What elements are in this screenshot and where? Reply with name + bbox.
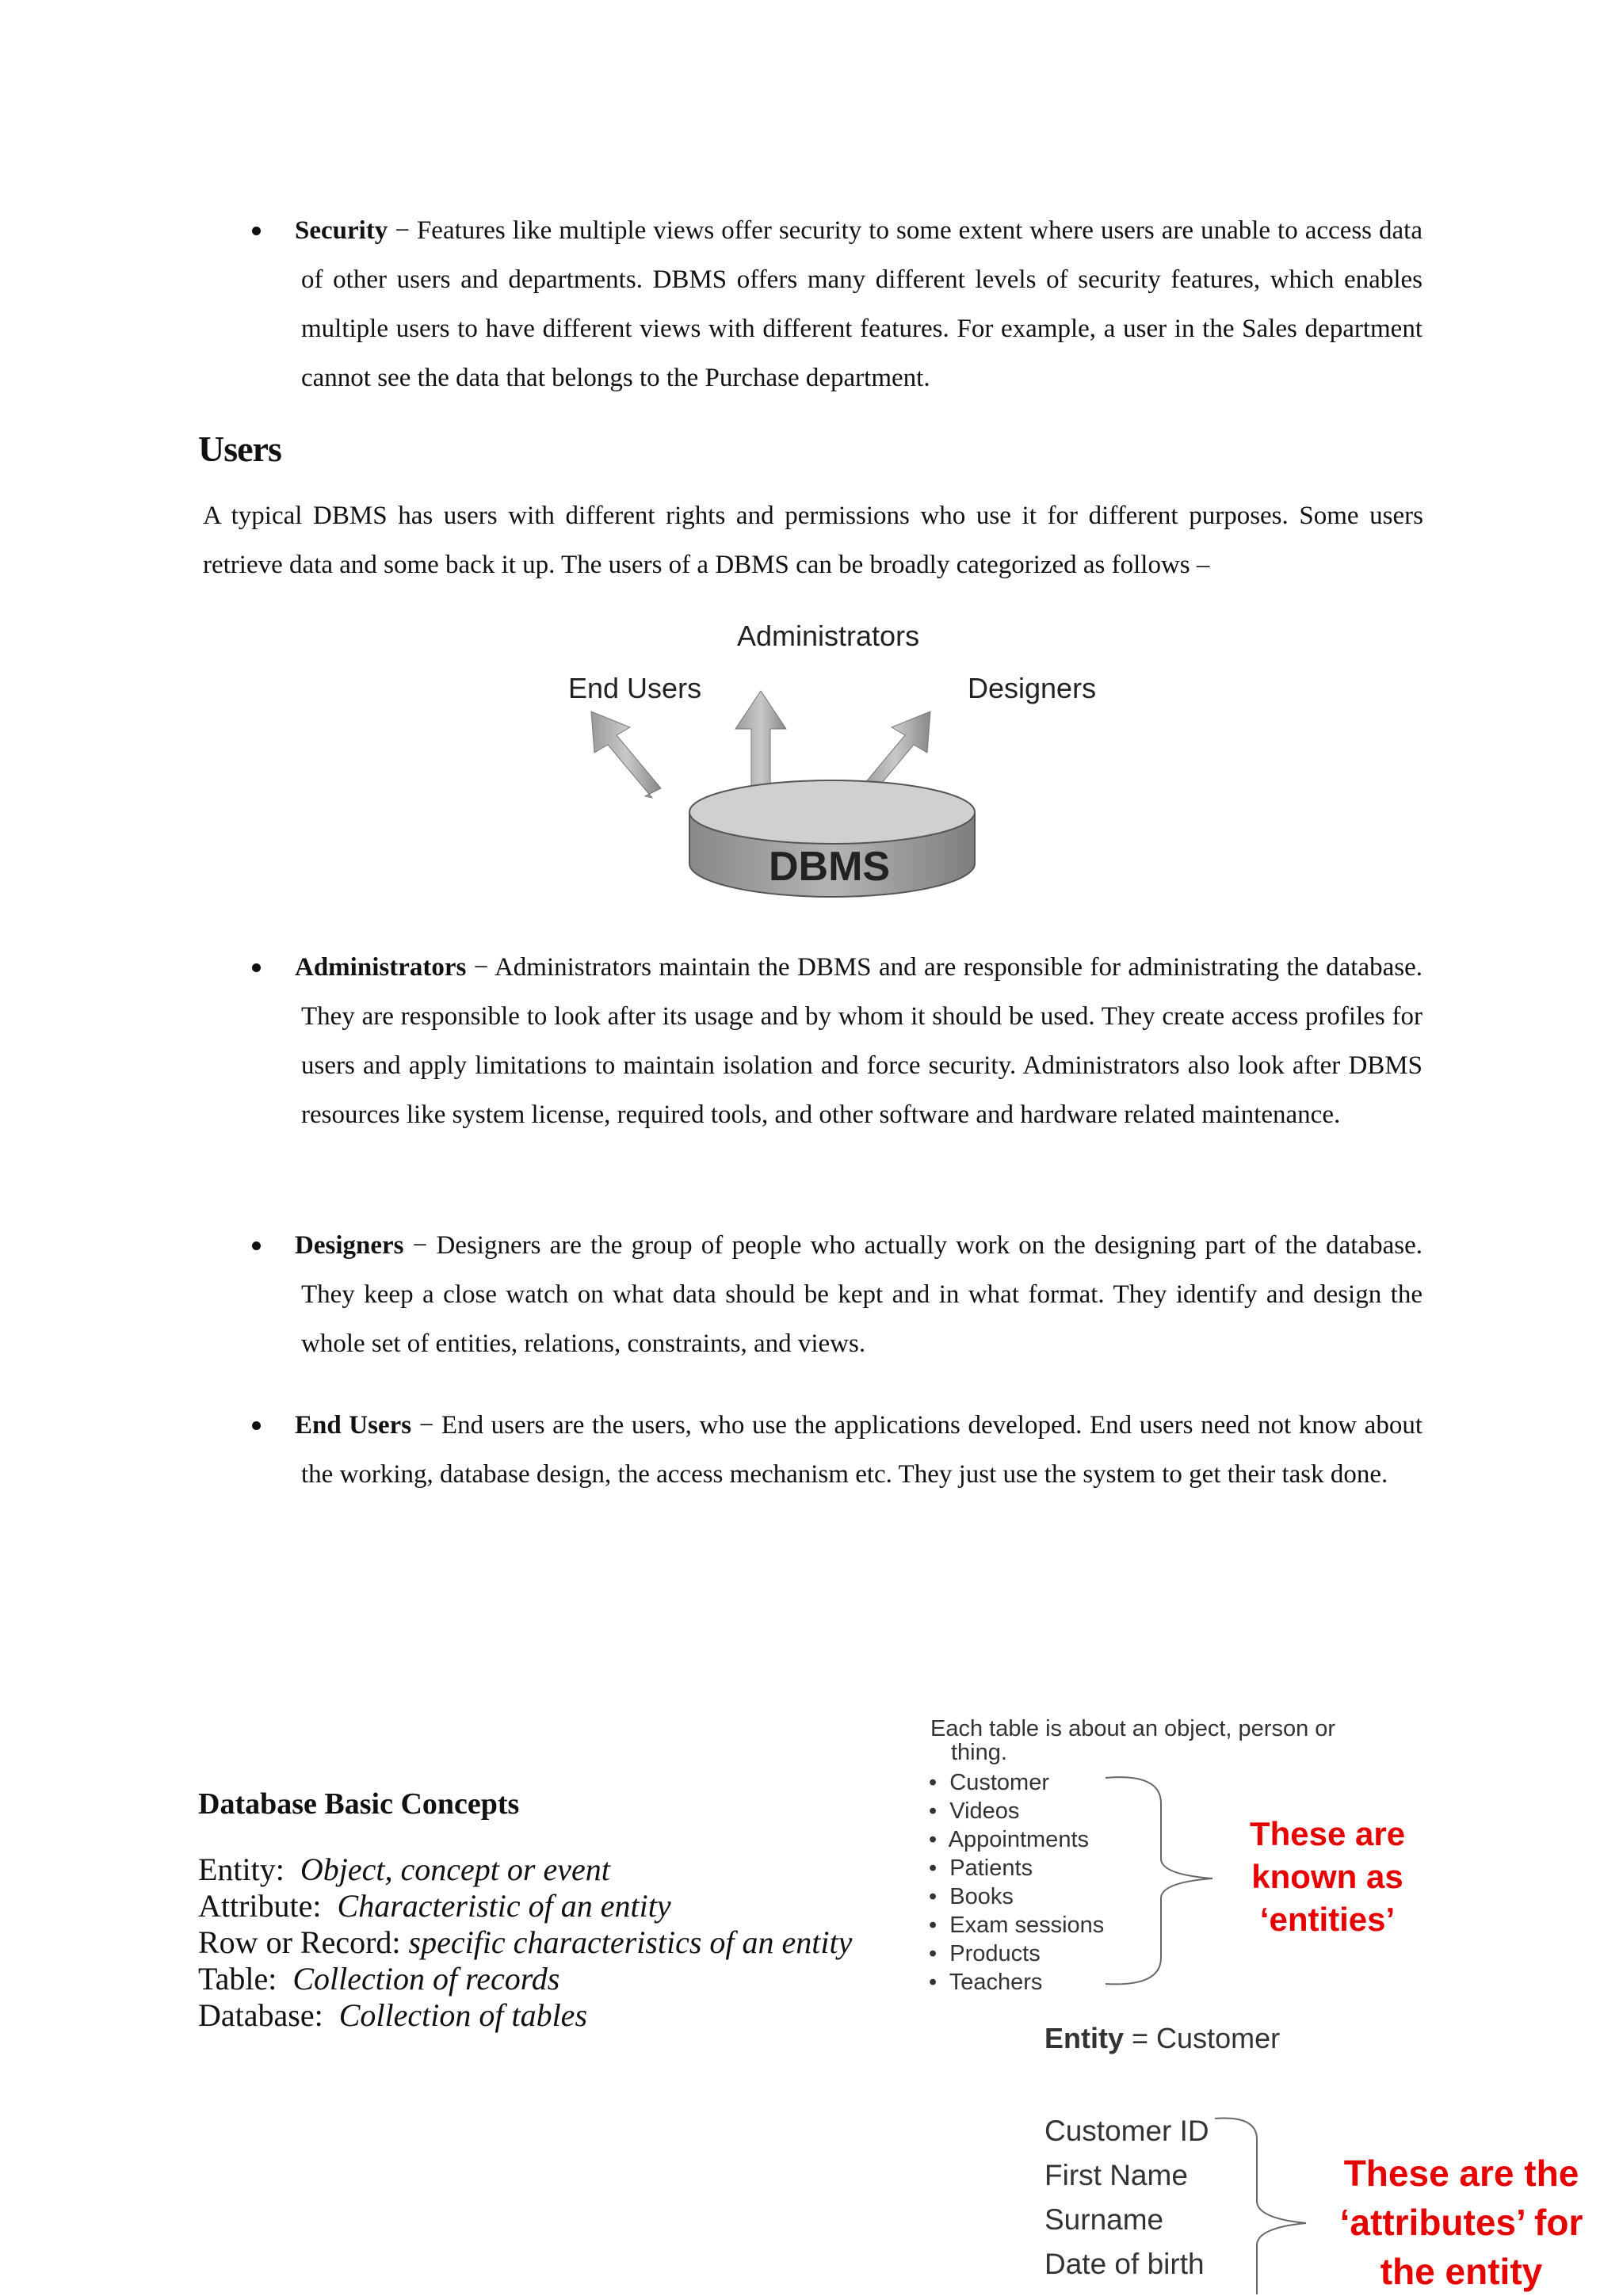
attribute-item: Customer ID [1044,2115,1209,2147]
end-users-term: End Users [295,1411,412,1440]
concept-row-record: Row or Record: specific characteristics of an entity [198,1924,853,1960]
administrators-text: − Administrators maintain the DBMS and are responsible for administrating the database. They are responsible to look after its usage and by whom it should be used. They create access profiles for users and apply limitations to maintain isolation and force security. Administrators also look after DBMS resources like system license, required tools, and other software and hardware related maintenance. [301,953,1423,1129]
administrators-bullet [198,943,1423,1139]
security-term: Security [295,216,388,245]
entity-list-item: • Books [929,1884,1014,1909]
attribute-item: Surname [1044,2203,1164,2236]
concept-entity: Entity: Object, concept or event [198,1852,610,1887]
entity-list-item: • Customer [929,1770,1049,1795]
diagram-label-designers: Designers [968,672,1097,704]
entity-list-item: • Products [929,1941,1041,1966]
users-heading: Users [198,429,281,469]
attribute-brace-icon [1211,2114,1314,2294]
administrators-term: Administrators [295,953,467,982]
bullet-dot [252,227,261,235]
entity-brace-icon [1102,1772,1220,1993]
designers-text: − Designers are the group of people who actually work on the designing part of the database. They keep a close watch on what data should be kept and in what format. They identify and design the whole set of entities, relations, constraints, and views. [301,1231,1423,1358]
bullet-dot [252,963,261,972]
basic-concepts [198,1787,852,2034]
designers-paragraph [198,1221,1423,1368]
diagram-label-end-users: End Users [568,672,702,704]
entity-list-item: • Appointments [929,1827,1089,1852]
users-intro: A typical DBMS has users with different rights and permissions who use it for different purposes. Some users retrieve data and some back it up. The users of a DBMS can be broadly categorized as follows – [203,502,1423,579]
entity-intro-line-1: Each table is about an object, person or [930,1716,1336,1741]
attributes-callout: These are the ‘attributes’ for the entity [1339,2153,1583,2292]
entity-list-item: • Patients [929,1855,1033,1881]
security-paragraph [198,206,1423,402]
entity-intro-line-2: thing. [951,1740,1007,1765]
concept-table: Table: Collection of records [198,1961,560,1997]
entities-callout: These are known as ‘entities’ [1249,1815,1406,1938]
bullet-dot [252,1421,261,1430]
entity-list-item: • Exam sessions [929,1913,1105,1938]
diagram-label-administrators: Administrators [737,620,920,652]
entity-list [929,1768,1104,1997]
attribute-item: First Name [1044,2159,1188,2191]
arrow-left-icon [591,711,661,798]
diagram-label-dbms: DBMS [769,844,891,890]
designers-bullet [198,1221,1423,1368]
entity-list-item: • Teachers [929,1970,1043,1995]
concept-attribute: Attribute: Characteristic of an entity [198,1888,671,1924]
entity-equals-customer: Entity = Customer [1044,2022,1281,2054]
administrators-paragraph [198,943,1423,1139]
bullet-dot [252,1241,261,1250]
attribute-item: Date of birth [1044,2248,1205,2280]
security-text: − Features like multiple views offer security to some extent where users are unable to access data of other users and departments. DBMS offers many different levels of security features, which enables multiple users to have different views with different features. For example, a user in the Sales department cannot see the data that belongs to the Purchase department. [301,216,1423,392]
end-users-text: − End users are the users, who use the applications developed. End users need not know about the working, database design, the access mechanism etc. They just use the system to get their task done. [301,1411,1423,1489]
attribute-list [1044,2109,1209,2286]
end-users-paragraph [198,1401,1423,1499]
designers-term: Designers [295,1231,404,1260]
concept-database: Database: Collection of tables [198,1997,588,2033]
entity-list-item: • Videos [929,1798,1020,1824]
security-bullet [198,206,1423,402]
end-users-bullet [198,1401,1423,1499]
basic-concepts-heading: Database Basic Concepts [198,1787,520,1821]
